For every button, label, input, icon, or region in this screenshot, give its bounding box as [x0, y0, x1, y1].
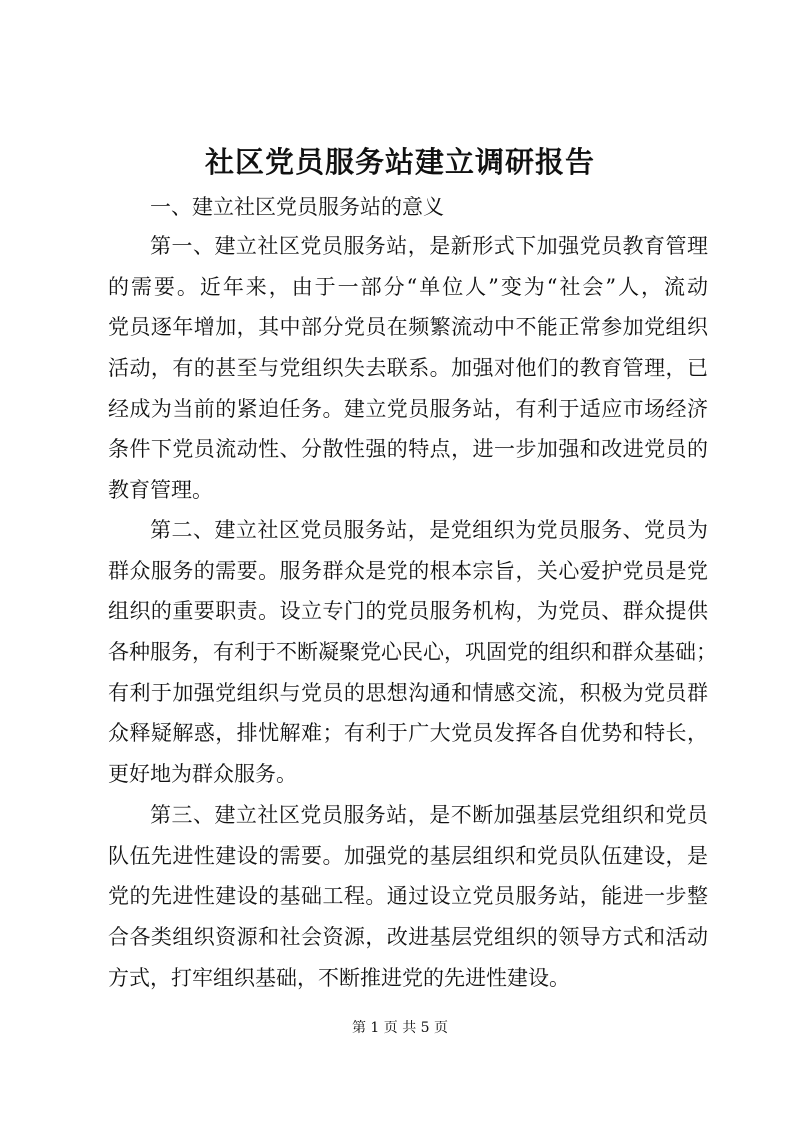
- paragraph-line: 群众服务的需要。服务群众是党的根本宗旨，关心爱护党员是党: [108, 558, 708, 583]
- paragraph-line: 有利于加强党组织与党员的思想沟通和情感交流，积极为党员群: [108, 680, 708, 705]
- paragraph-3: [108, 795, 708, 998]
- paragraph-line: 经成为当前的紧迫任务。建立党员服务站，有利于适应市场经济: [108, 396, 708, 421]
- paragraph-1: [108, 226, 708, 511]
- paragraph-line: 活动，有的甚至与党组织失去联系。加强对他们的教育管理，已: [108, 356, 708, 381]
- paragraph-line: 各种服务，有利于不断凝聚党心民心，巩固党的组织和群众基础；: [108, 640, 717, 665]
- paragraph-line: 党的先进性建设的基础工程。通过设立党员服务站，能进一步整: [108, 884, 708, 909]
- paragraph-line: 党员逐年增加，其中部分党员在频繁流动中不能正常参加党组织: [108, 315, 708, 340]
- paragraph-line: 的需要。近年来，由于一部分“单位人”变为“社会”人，流动: [108, 274, 708, 299]
- paragraph-line: 条件下党员流动性、分散性强的特点，进一步加强和改进党员的: [108, 437, 708, 462]
- page-footer: 第 1 页 共 5 页: [351, 1020, 449, 1036]
- paragraph-line: 众释疑解惑，排忧解难；有利于广大党员发挥各自优势和特长，: [108, 721, 708, 746]
- paragraph-line: 第一、建立社区党员服务站，是新形式下加强党员教育管理: [150, 234, 708, 258]
- paragraph-line: 方式，打牢组织基础，不断推进党的先进性建设。: [108, 965, 570, 990]
- paragraph-line: 更好地为群众服务。: [108, 762, 297, 787]
- section-heading: 一、建立社区党员服务站的意义: [150, 195, 444, 219]
- paragraph-line: 教育管理。: [108, 478, 213, 503]
- paragraph-line: 第三、建立社区党员服务站，是不断加强基层党组织和党员: [150, 803, 708, 827]
- paragraph-line: 队伍先进性建设的需要。加强党的基层组织和党员队伍建设，是: [108, 843, 708, 868]
- paragraph-line: 合各类组织资源和社会资源，改进基层党组织的领导方式和活动: [108, 925, 708, 950]
- paragraph-line: 第二、建立社区党员服务站，是党组织为党员服务、党员为: [150, 518, 708, 542]
- paragraph-line: 组织的重要职责。设立专门的党员服务机构，为党员、群众提供: [108, 599, 708, 624]
- paragraph-2: [108, 510, 717, 795]
- document-title: 社区党员服务站建立调研报告: [204, 145, 595, 179]
